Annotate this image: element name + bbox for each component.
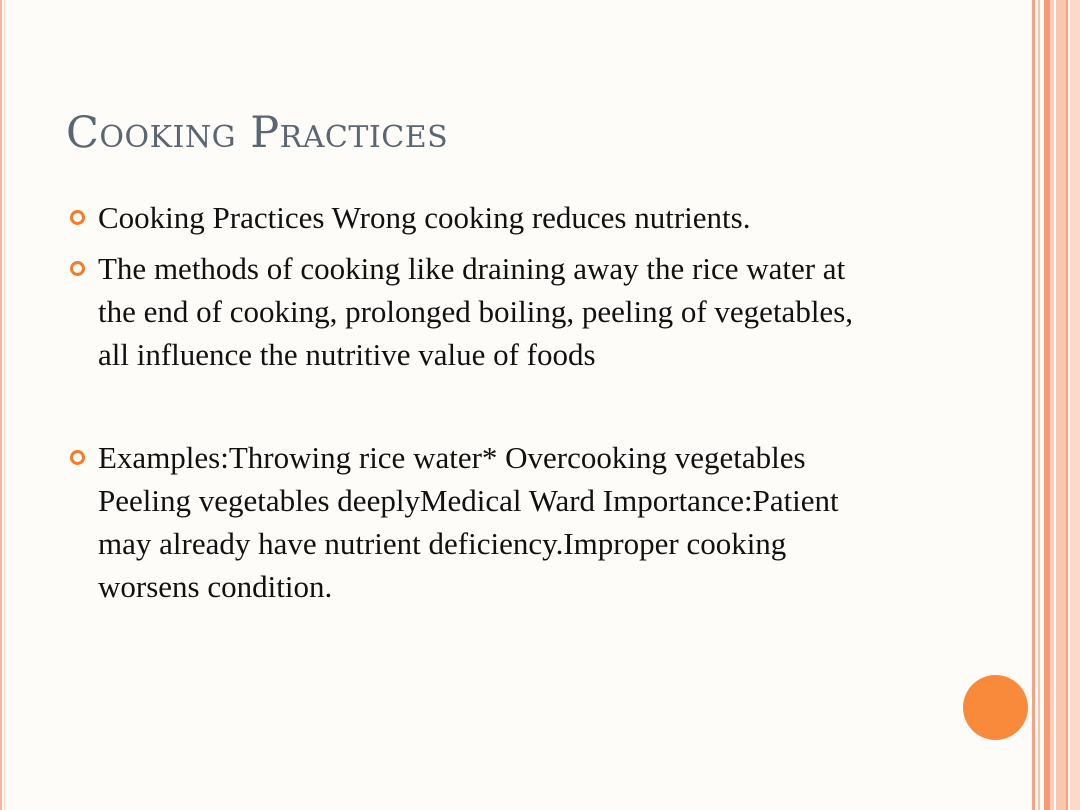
decorative-orange-circle [963, 675, 1028, 740]
right-stripe [1032, 0, 1035, 810]
bullet-item [66, 436, 886, 608]
hollow-circle-bullet-icon [70, 261, 85, 276]
bullet-text: Examples:Throwing rice water* Overcooking vegetables Peeling vegetables deeplyMedical Ward Importance:Patient may already have nutrient deficiency.Improper cooking worsens condition. [98, 440, 839, 604]
bullet-item [66, 196, 886, 239]
hollow-circle-bullet-icon [70, 450, 85, 465]
right-stripe [1070, 0, 1080, 810]
hollow-circle-bullet-icon [70, 210, 85, 225]
right-stripe [1050, 0, 1054, 810]
bullet-text: The methods of cooking like draining away the rice water at the end of cooking, prolonged boiling, peeling of vegetables, all influence the nutritive value of foods [98, 251, 854, 372]
bullet-item [66, 247, 886, 376]
right-stripe [1038, 0, 1040, 810]
bullet-list [66, 196, 886, 616]
left-border-line-inner [4, 0, 5, 810]
right-stripe [1066, 0, 1068, 810]
slide-title: Cooking Practices [66, 108, 449, 158]
bullet-text: Cooking Practices Wrong cooking reduces nutrients. [98, 200, 751, 235]
left-border-line [0, 0, 2, 810]
right-stripe [1056, 0, 1066, 810]
